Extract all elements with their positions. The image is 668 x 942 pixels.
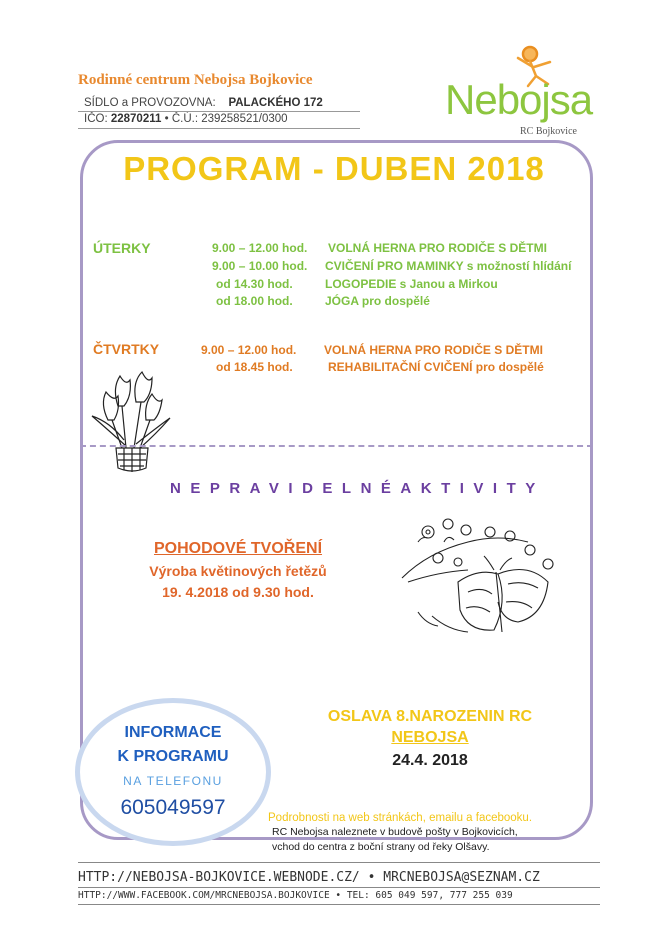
schedule-activity: REHABILITAČNÍ CVIČENÍ pro dospělé <box>328 360 544 374</box>
butterfly-flowers-icon <box>398 512 558 652</box>
footer-rule-top <box>78 862 600 863</box>
location-line2: vchod do centra z boční strany od řeky Olšavy. <box>272 841 490 853</box>
org-title: Rodinné centrum Nebojsa Bojkovice <box>78 72 313 88</box>
footer-rule-mid <box>78 887 600 888</box>
schedule-time: 9.00 – 10.00 hod. <box>212 259 308 273</box>
section-divider <box>80 445 593 447</box>
address-label: SÍDLO a PROVOZOVNA: <box>84 97 216 109</box>
footer-rule-bottom <box>78 904 600 905</box>
info-circle <box>75 698 271 846</box>
details-note: Podrobnosti na web stránkách, emailu a facebooku. <box>268 812 533 824</box>
schedule-activity: CVIČENÍ PRO MAMINKY s možností hlídání <box>325 259 572 273</box>
logo-subtitle: RC Bojkovice <box>520 126 577 137</box>
location-line1: RC Nebojsa naleznete v budově pošty v Bojkovicích, <box>272 826 518 838</box>
day-tuesday: ÚTERKY <box>93 240 151 256</box>
celebration-title-line1: OSLAVA 8.NAROZENIN RC <box>327 708 533 725</box>
schedule-time: od 18.00 hod. <box>216 294 293 308</box>
ico-line <box>84 113 288 125</box>
logo-name: Nebojsa <box>445 76 593 123</box>
info-line3: NA TELEFONU <box>123 774 223 788</box>
info-line2: K PROGRAMU <box>117 748 229 765</box>
footer-facebook-phone: HTTP://WWW.FACEBOOK.COM/MRCNEBOJSA.BOJKOVICE • TEL: 605 049 597, 777 255 039 <box>78 890 513 901</box>
schedule-activity: LOGOPEDIE s Janou a Mirkou <box>325 277 498 291</box>
address-line <box>84 97 323 109</box>
celebration-title-line2: NEBOJSA <box>391 729 469 746</box>
schedule-time: od 18.45 hod. <box>216 360 293 374</box>
ico-label: IČO: <box>84 113 108 125</box>
info-phone: 605049597 <box>120 796 226 819</box>
address-value: PALACKÉHO 172 <box>228 97 323 109</box>
info-line1: INFORMACE <box>124 724 222 741</box>
creative-event-date: 19. 4.2018 od 9.30 hod. <box>162 584 314 600</box>
schedule-time: 9.00 – 12.00 hod. <box>201 343 297 357</box>
footer-web-email: HTTP://NEBOJSA-BOJKOVICE.WEBNODE.CZ/ • MRCNEBOJSA@SEZNAM.CZ <box>78 870 540 885</box>
creative-event-desc: Výroba květinových řetězů <box>149 563 327 579</box>
irregular-activities-heading: NEPRAVIDELNÉAKTIVITY <box>170 480 545 497</box>
celebration-date: 24.4. 2018 <box>392 752 468 769</box>
creative-event-title: POHODOVÉ TVOŘENÍ <box>153 540 323 557</box>
header-rule-2 <box>78 128 360 129</box>
program-title: PROGRAM - DUBEN 2018 <box>123 150 545 187</box>
tulip-pot-icon <box>86 368 176 478</box>
schedule-time: od 14.30 hod. <box>216 277 293 291</box>
day-thursday: ČTVRTKY <box>93 341 160 357</box>
schedule-activity: JÓGA pro dospělé <box>325 294 430 308</box>
schedule-time: 9.00 – 12.00 hod. <box>212 241 308 255</box>
ico-value: 22870211 <box>110 113 162 125</box>
schedule-activity: VOLNÁ HERNA PRO RODIČE S DĚTMI <box>324 343 543 357</box>
account-number: • Č.Ú.: 239258521/0300 <box>164 113 288 125</box>
schedule-activity: VOLNÁ HERNA PRO RODIČE S DĚTMI <box>328 241 547 255</box>
header-rule-1 <box>78 111 360 112</box>
